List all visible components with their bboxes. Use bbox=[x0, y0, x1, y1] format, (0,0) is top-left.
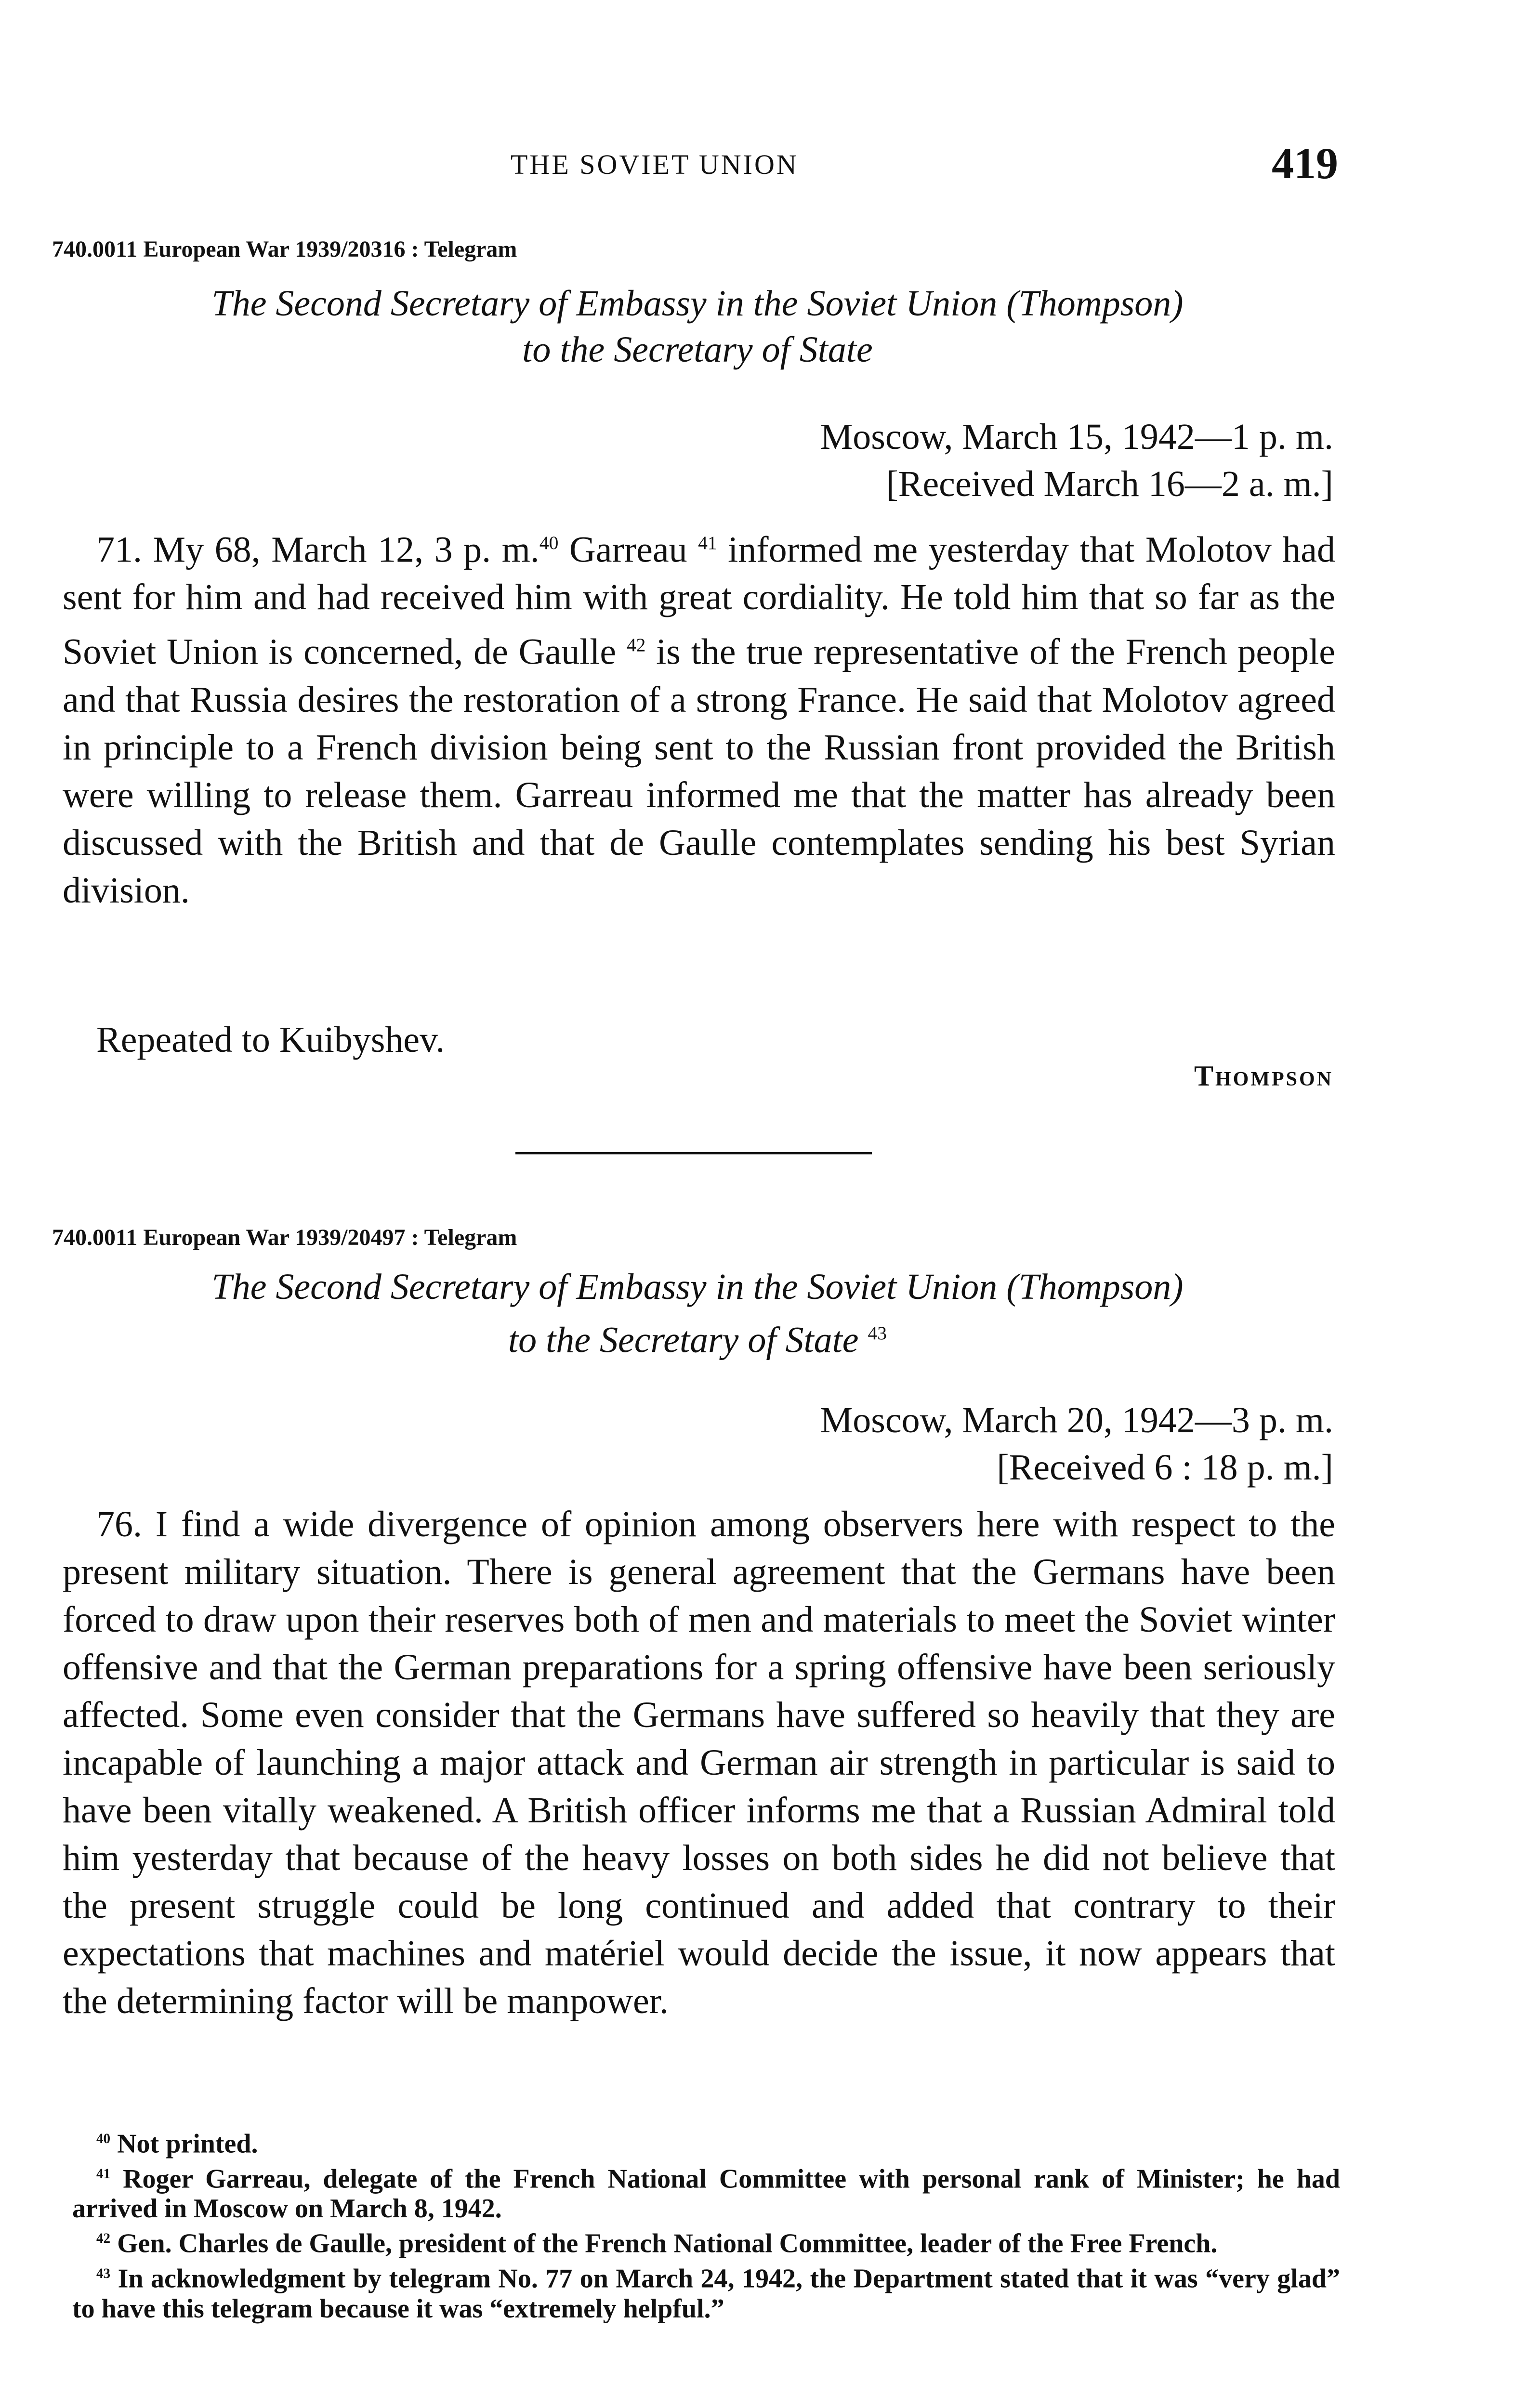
footnote-item: $^{41}$ Roger Garreau, delegate of the French National Committee with personal rank of Minister; he had arrived in Moscow on March 8, 1942. bbox=[72, 2164, 1341, 2224]
dateline-received: [Received March 16—2 a. m.] bbox=[886, 464, 1333, 504]
page-number: 419 bbox=[1272, 139, 1338, 188]
body-text: informed me yesterday that Molotov had sent for him and had received him with great cordiality. He told him that so far as the Soviet Union is concerned, de Gaulle bbox=[63, 529, 1335, 672]
telegram-body bbox=[63, 1501, 1335, 2025]
footnotes bbox=[72, 2124, 1340, 2324]
title-line: to the Secretary of State $^{43}$ bbox=[508, 1320, 887, 1361]
body-text: Garreau bbox=[558, 529, 698, 570]
telegram-body bbox=[63, 519, 1335, 915]
document-title bbox=[52, 280, 1343, 373]
footnote-ref[interactable]: 41 bbox=[698, 532, 717, 553]
footnote-item: $^{40}$ Not printed. bbox=[96, 2129, 258, 2159]
footnote-item: $^{42}$ Gen. Charles de Gaulle, president of the French National Committee, leader of the Free French. bbox=[96, 2228, 1218, 2259]
file-reference: 740.0011 European War 1939/20497 : Telegram bbox=[52, 1225, 517, 1250]
title-line: The Second Secretary of Embassy in the Soviet Union (Thompson) bbox=[211, 1267, 1184, 1307]
footnote-ref[interactable]: 40 bbox=[539, 532, 559, 553]
repeated-note bbox=[63, 1016, 1335, 1064]
footnote-mark: 41 bbox=[96, 2166, 111, 2182]
dateline-received: [Received 6 : 18 p. m.] bbox=[997, 1447, 1333, 1488]
file-reference: 740.0011 European War 1939/20316 : Telegram bbox=[52, 236, 517, 262]
title-line: The Second Secretary of Embassy in the Soviet Union (Thompson) bbox=[211, 283, 1184, 324]
body-text: Repeated to Kuibyshev. bbox=[96, 1020, 445, 1060]
footnote-mark: 42 bbox=[96, 2231, 111, 2247]
body-text: 76. I find a wide divergence of opinion among observers here with respect to the present military situation. There is general agreement that the Germans have been forced to draw upon their reserves both of men and materials to meet the Soviet winter offensive and that the German preparations for a spring offensive have been seriously affected. Some even consider that the Germans have suffered so heavily that they are incapable of launching a major attack and German air strength in particular is said to have been vitally weakened. A British officer informs me that a Russian Admiral told him yesterday that because of the heavy losses on both sides he did not believe that the present struggle could be long continued and added that contrary to their expectations that machines and matériel would decide the issue, it now appears that the determining factor will be manpower. bbox=[63, 1504, 1335, 2021]
footnote-mark: 43 bbox=[96, 2265, 111, 2281]
dateline bbox=[820, 413, 1333, 508]
footnote-ref[interactable]: 42 bbox=[626, 634, 646, 656]
dateline bbox=[820, 1397, 1333, 1491]
dateline-sent: Moscow, March 20, 1942—3 p. m. bbox=[820, 1400, 1333, 1440]
title-line: to the Secretary of State bbox=[522, 329, 873, 370]
dateline-sent: Moscow, March 15, 1942—1 p. m. bbox=[820, 417, 1333, 457]
body-text: is the true representative of the French people and that Russia desires the restoration of a strong France. He said that Molotov agreed in principle to a French division being sent to the Russian front provided the British were willing to release them. Garreau informed me that the matter has already been discussed with the British and that de Gaulle contemplates sending his best Syrian division. bbox=[63, 631, 1335, 911]
footnote-ref[interactable]: 43 bbox=[868, 1322, 887, 1344]
body-text: 71. My 68, March 12, 3 p. m. bbox=[96, 529, 539, 570]
running-head: THE SOVIET UNION bbox=[511, 149, 799, 180]
section-divider bbox=[515, 1152, 872, 1154]
signature: Thompson bbox=[1194, 1060, 1333, 1092]
footnote-mark: 40 bbox=[96, 2131, 111, 2146]
document-title bbox=[52, 1264, 1343, 1363]
footnote-item: $^{43}$ In acknowledgment by telegram No. 77 on March 24, 1942, the Department stated that it was “very glad” to have this telegram because it was “extremely helpful.” bbox=[72, 2264, 1340, 2324]
